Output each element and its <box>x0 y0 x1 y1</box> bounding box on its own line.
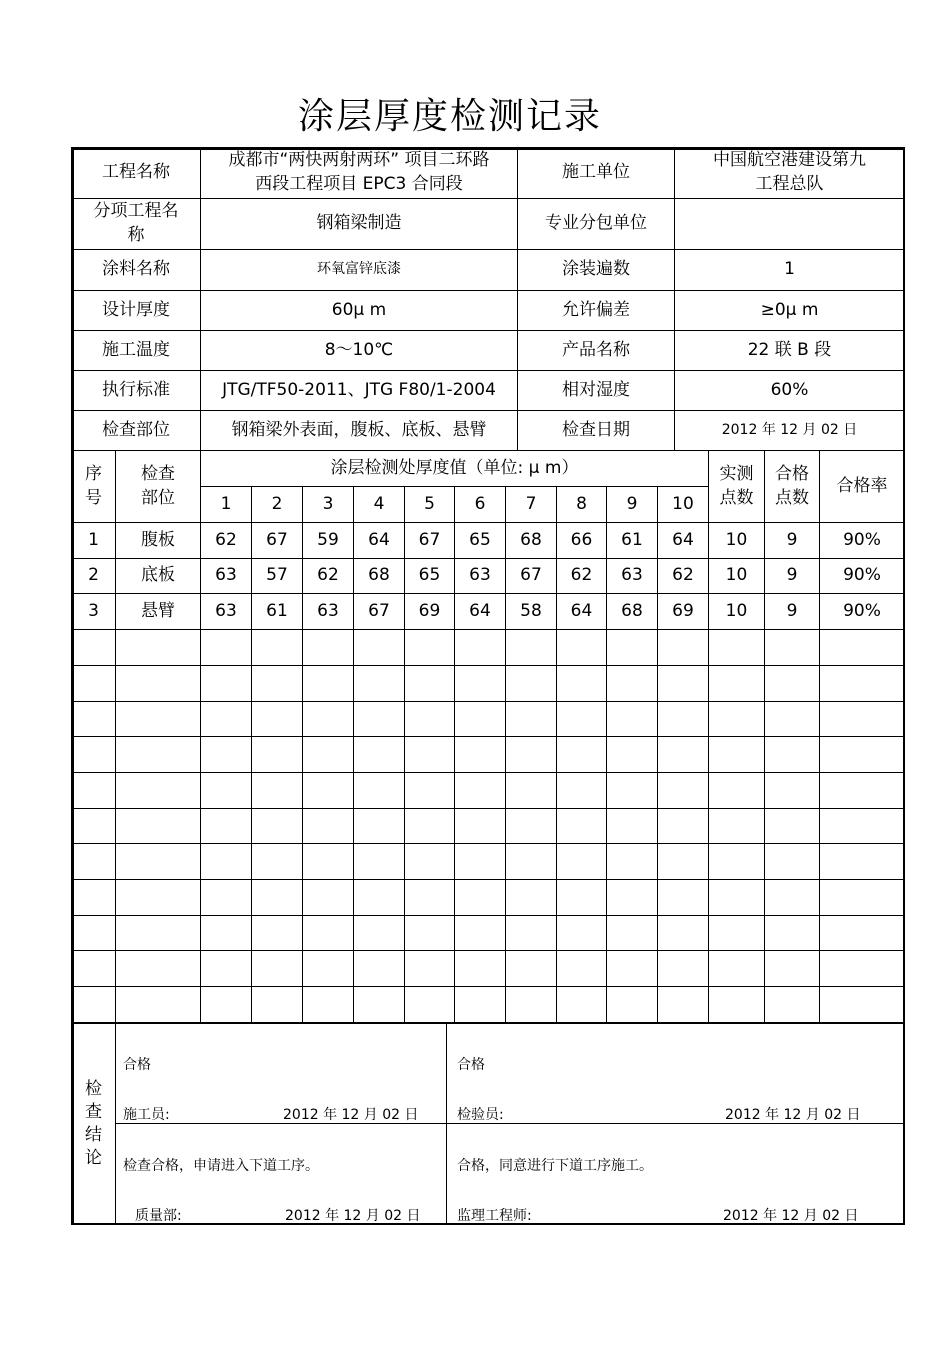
part-header-line-1: 检查 <box>141 463 175 484</box>
row-seq: 2 <box>71 558 116 594</box>
row-pass-rate: 90% <box>819 558 905 594</box>
thickness-value: 61 <box>606 522 658 559</box>
empty-cell <box>302 986 354 1023</box>
humidity-label: 相对湿度 <box>517 370 675 411</box>
empty-cell <box>71 879 116 916</box>
empty-cell <box>505 915 557 951</box>
empty-cell <box>71 986 116 1023</box>
empty-cell <box>353 808 405 844</box>
empty-cell <box>657 701 709 737</box>
measured-points-header-line-1: 实测 <box>719 463 754 484</box>
point-number-header: 6 <box>454 486 506 523</box>
empty-cell <box>819 629 905 666</box>
empty-cell <box>353 772 405 809</box>
empty-cell <box>505 772 557 809</box>
thickness-value: 64 <box>454 593 506 630</box>
point-number-header: 10 <box>657 486 709 523</box>
empty-cell <box>606 736 658 773</box>
measured-points-header <box>708 450 765 523</box>
empty-cell <box>454 665 506 702</box>
empty-cell <box>115 772 201 809</box>
empty-cell <box>708 808 765 844</box>
humidity-value: 60% <box>674 370 905 411</box>
conclusion-label-line-2: 查 <box>85 1102 102 1123</box>
empty-cell <box>819 772 905 809</box>
empty-cell <box>404 843 455 880</box>
coating-name-label: 涂料名称 <box>71 249 201 291</box>
construction-unit-label: 施工单位 <box>517 147 675 199</box>
passed-points-header-line-2: 点数 <box>775 487 809 508</box>
empty-cell <box>404 772 455 809</box>
project-name-value-line-2: 西段工程项目 EPC3 合同段 <box>255 174 463 194</box>
empty-cell <box>708 629 765 666</box>
empty-cell <box>251 665 303 702</box>
point-number-header: 4 <box>353 486 405 523</box>
empty-cell <box>556 950 607 987</box>
empty-cell <box>115 986 201 1023</box>
construction-unit-value-line-2: 工程总队 <box>755 174 824 194</box>
empty-cell <box>302 629 354 666</box>
temperature-label: 施工温度 <box>71 330 201 371</box>
tolerance-label: 允许偏差 <box>517 290 675 331</box>
empty-cell <box>454 986 506 1023</box>
empty-cell <box>302 879 354 916</box>
empty-cell <box>556 843 607 880</box>
empty-cell <box>556 879 607 916</box>
empty-cell <box>657 950 709 987</box>
empty-cell <box>200 986 252 1023</box>
empty-cell <box>404 629 455 666</box>
project-name-label: 工程名称 <box>71 147 201 199</box>
inspection-part-label: 检查部位 <box>71 410 201 451</box>
empty-cell <box>302 701 354 737</box>
passed-points-header <box>764 450 820 523</box>
pass-rate-header: 合格率 <box>819 450 905 523</box>
thickness-value: 67 <box>505 558 557 594</box>
thickness-value: 67 <box>404 522 455 559</box>
empty-cell <box>302 736 354 773</box>
empty-cell <box>251 701 303 737</box>
empty-cell <box>200 950 252 987</box>
empty-cell <box>115 915 201 951</box>
empty-cell <box>708 843 765 880</box>
empty-cell <box>251 772 303 809</box>
empty-cell <box>606 772 658 809</box>
thickness-value: 62 <box>657 558 709 594</box>
empty-cell <box>404 879 455 916</box>
row-pass-rate: 90% <box>819 522 905 559</box>
empty-cell <box>251 736 303 773</box>
point-number-header: 2 <box>251 486 303 523</box>
empty-cell <box>657 629 709 666</box>
passed-points-header-line-1: 合格 <box>775 463 809 484</box>
part-header <box>115 450 201 523</box>
thickness-value: 63 <box>302 593 354 630</box>
empty-cell <box>251 986 303 1023</box>
empty-cell <box>200 879 252 916</box>
row-passed-points: 9 <box>764 558 820 594</box>
empty-cell <box>454 879 506 916</box>
conclusion-label <box>71 1023 116 1225</box>
empty-cell <box>302 665 354 702</box>
empty-cell <box>606 879 658 916</box>
design-thickness-label: 设计厚度 <box>71 290 201 331</box>
project-name-value <box>200 147 518 199</box>
inspector-sign-label: 检验员: <box>457 1107 504 1123</box>
empty-cell <box>819 879 905 916</box>
empty-cell <box>708 772 765 809</box>
empty-cell <box>764 736 820 773</box>
thickness-value: 63 <box>200 593 252 630</box>
thickness-value: 67 <box>353 593 405 630</box>
product-name-label: 产品名称 <box>517 330 675 371</box>
empty-cell <box>657 915 709 951</box>
row-measured-points: 10 <box>708 522 765 559</box>
point-number-header: 5 <box>404 486 455 523</box>
empty-cell <box>819 736 905 773</box>
empty-cell <box>71 808 116 844</box>
empty-cell <box>505 629 557 666</box>
quality-sign-date: 2012 年 12 月 02 日 <box>285 1208 421 1224</box>
empty-cell <box>819 808 905 844</box>
supervisor-result: 合格，同意进行下道工序施工。 <box>457 1158 653 1174</box>
point-number-header: 8 <box>556 486 607 523</box>
empty-cell <box>708 879 765 916</box>
empty-cell <box>606 986 658 1023</box>
empty-cell <box>200 665 252 702</box>
thickness-value: 65 <box>454 522 506 559</box>
inspector-sign-date: 2012 年 12 月 02 日 <box>725 1107 861 1123</box>
empty-cell <box>353 843 405 880</box>
empty-cell <box>708 665 765 702</box>
conclusion-label-line-4: 论 <box>85 1147 102 1168</box>
inspection-date-label: 检查日期 <box>517 410 675 451</box>
empty-cell <box>556 629 607 666</box>
empty-cell <box>200 701 252 737</box>
empty-cell <box>251 808 303 844</box>
thickness-value: 57 <box>251 558 303 594</box>
thickness-value: 68 <box>606 593 658 630</box>
empty-cell <box>200 915 252 951</box>
point-number-header: 1 <box>200 486 252 523</box>
empty-cell <box>200 808 252 844</box>
construction-result: 合格 <box>123 1057 151 1073</box>
empty-cell <box>454 915 506 951</box>
empty-cell <box>454 701 506 737</box>
empty-cell <box>71 843 116 880</box>
empty-cell <box>657 736 709 773</box>
empty-cell <box>556 736 607 773</box>
point-number-header: 7 <box>505 486 557 523</box>
empty-cell <box>556 701 607 737</box>
empty-cell <box>115 629 201 666</box>
empty-cell <box>302 808 354 844</box>
thickness-value: 63 <box>606 558 658 594</box>
empty-cell <box>454 843 506 880</box>
empty-cell <box>302 915 354 951</box>
empty-cell <box>200 629 252 666</box>
empty-cell <box>819 843 905 880</box>
empty-cell <box>819 701 905 737</box>
empty-cell <box>505 879 557 916</box>
empty-cell <box>657 879 709 916</box>
thickness-value: 64 <box>657 522 709 559</box>
empty-cell <box>764 629 820 666</box>
empty-cell <box>556 986 607 1023</box>
sub-project-value: 钢箱梁制造 <box>200 198 518 250</box>
empty-cell <box>505 665 557 702</box>
thickness-value: 67 <box>251 522 303 559</box>
empty-cell <box>764 986 820 1023</box>
empty-cell <box>200 843 252 880</box>
empty-cell <box>353 915 405 951</box>
empty-cell <box>251 843 303 880</box>
thickness-value: 58 <box>505 593 557 630</box>
empty-cell <box>404 736 455 773</box>
empty-cell <box>302 843 354 880</box>
quality-sign-label: 质量部: <box>135 1208 182 1224</box>
empty-cell <box>353 701 405 737</box>
empty-cell <box>708 701 765 737</box>
standard-value: JTG/TF50-2011、JTG F80/1-2004 <box>200 370 518 411</box>
part-header-line-2: 部位 <box>141 487 175 508</box>
empty-cell <box>819 986 905 1023</box>
row-pass-rate: 90% <box>819 593 905 630</box>
construction-sign-date: 2012 年 12 月 02 日 <box>283 1107 419 1123</box>
coats-value: 1 <box>674 249 905 291</box>
row-part: 腹板 <box>115 522 201 559</box>
empty-cell <box>764 772 820 809</box>
empty-cell <box>251 629 303 666</box>
temperature-value: 8～10℃ <box>200 330 518 371</box>
thickness-value: 69 <box>404 593 455 630</box>
empty-cell <box>764 879 820 916</box>
supervisor-sign-label: 监理工程师: <box>457 1208 532 1224</box>
thickness-value: 62 <box>200 522 252 559</box>
empty-cell <box>454 808 506 844</box>
empty-cell <box>115 665 201 702</box>
conclusion-label-line-1: 检 <box>85 1079 102 1100</box>
empty-cell <box>708 915 765 951</box>
empty-cell <box>404 986 455 1023</box>
empty-cell <box>606 629 658 666</box>
sub-project-label-line-2: 称 <box>127 225 145 245</box>
empty-cell <box>764 808 820 844</box>
subcontractor-label: 专业分包单位 <box>517 198 675 250</box>
thickness-value: 64 <box>353 522 405 559</box>
sub-project-label <box>71 198 201 250</box>
empty-cell <box>556 772 607 809</box>
point-number-header: 3 <box>302 486 354 523</box>
empty-cell <box>505 701 557 737</box>
empty-cell <box>606 915 658 951</box>
tolerance-value: ≥0μ m <box>674 290 905 331</box>
thickness-value: 62 <box>556 558 607 594</box>
empty-cell <box>708 986 765 1023</box>
empty-cell <box>251 879 303 916</box>
empty-cell <box>115 808 201 844</box>
empty-cell <box>454 736 506 773</box>
sub-project-label-line-1: 分项工程名 <box>93 201 179 222</box>
empty-cell <box>657 772 709 809</box>
empty-cell <box>302 772 354 809</box>
empty-cell <box>708 736 765 773</box>
empty-cell <box>606 950 658 987</box>
row-part: 悬臂 <box>115 593 201 630</box>
empty-cell <box>71 736 116 773</box>
page-title: 涂层厚度检测记录 <box>297 96 602 137</box>
empty-cell <box>71 772 116 809</box>
supervisor-sign-date: 2012 年 12 月 02 日 <box>723 1208 859 1224</box>
empty-cell <box>606 701 658 737</box>
empty-cell <box>115 843 201 880</box>
empty-cell <box>71 915 116 951</box>
row-part: 底板 <box>115 558 201 594</box>
subcontractor-value <box>674 198 905 250</box>
measured-points-header-line-2: 点数 <box>719 487 754 508</box>
empty-cell <box>71 629 116 666</box>
quality-result: 检查合格，申请进入下道工序。 <box>123 1158 319 1174</box>
thickness-value: 65 <box>404 558 455 594</box>
empty-cell <box>404 915 455 951</box>
coats-label: 涂装遍数 <box>517 249 675 291</box>
thickness-value: 63 <box>200 558 252 594</box>
thickness-value: 68 <box>353 558 405 594</box>
empty-cell <box>353 665 405 702</box>
empty-cell <box>657 843 709 880</box>
empty-cell <box>251 915 303 951</box>
empty-cell <box>505 950 557 987</box>
empty-cell <box>251 950 303 987</box>
inspection-part-value: 钢箱梁外表面，腹板、底板、悬臂 <box>200 410 518 451</box>
row-seq: 3 <box>71 593 116 630</box>
empty-cell <box>353 950 405 987</box>
empty-cell <box>764 843 820 880</box>
point-number-header: 9 <box>606 486 658 523</box>
thickness-values-header: 涂层检测处厚度值（单位: μ m） <box>200 450 709 487</box>
empty-cell <box>764 915 820 951</box>
empty-cell <box>505 986 557 1023</box>
thickness-value: 69 <box>657 593 709 630</box>
empty-cell <box>353 629 405 666</box>
construction-unit-value <box>674 147 905 199</box>
thickness-value: 66 <box>556 522 607 559</box>
empty-cell <box>657 665 709 702</box>
inspection-date-value: 2012 年 12 月 02 日 <box>674 410 905 451</box>
row-measured-points: 10 <box>708 558 765 594</box>
empty-cell <box>454 950 506 987</box>
empty-cell <box>606 808 658 844</box>
thickness-value: 63 <box>454 558 506 594</box>
seq-header: 序号 <box>71 450 116 523</box>
empty-cell <box>556 808 607 844</box>
empty-cell <box>71 950 116 987</box>
empty-cell <box>71 701 116 737</box>
empty-cell <box>764 701 820 737</box>
product-name-value: 22 联 B 段 <box>674 330 905 371</box>
thickness-value: 64 <box>556 593 607 630</box>
empty-cell <box>556 665 607 702</box>
row-passed-points: 9 <box>764 522 820 559</box>
standard-label: 执行标准 <box>71 370 201 411</box>
empty-cell <box>115 950 201 987</box>
row-passed-points: 9 <box>764 593 820 630</box>
empty-cell <box>115 736 201 773</box>
empty-cell <box>708 950 765 987</box>
thickness-value: 68 <box>505 522 557 559</box>
empty-cell <box>505 736 557 773</box>
empty-cell <box>657 986 709 1023</box>
conclusion-label-line-3: 结 <box>85 1125 102 1145</box>
thickness-value: 59 <box>302 522 354 559</box>
empty-cell <box>819 950 905 987</box>
empty-cell <box>606 665 658 702</box>
coating-name-value: 环氧富锌底漆 <box>200 249 518 291</box>
empty-cell <box>404 950 455 987</box>
empty-cell <box>200 772 252 809</box>
empty-cell <box>353 736 405 773</box>
row-seq: 1 <box>71 522 116 559</box>
empty-cell <box>764 950 820 987</box>
row-measured-points: 10 <box>708 593 765 630</box>
empty-cell <box>404 701 455 737</box>
inspector-result: 合格 <box>457 1057 485 1073</box>
empty-cell <box>115 701 201 737</box>
project-name-value-line-1: 成都市“两快两射两环” 项目二环路 <box>228 150 490 171</box>
empty-cell <box>115 879 201 916</box>
empty-cell <box>819 665 905 702</box>
empty-cell <box>404 665 455 702</box>
empty-cell <box>657 808 709 844</box>
empty-cell <box>302 950 354 987</box>
empty-cell <box>71 665 116 702</box>
empty-cell <box>556 915 607 951</box>
construction-unit-value-line-1: 中国航空港建设第九 <box>713 150 866 171</box>
construction-sign-label: 施工员: <box>123 1107 170 1123</box>
empty-cell <box>505 808 557 844</box>
empty-cell <box>505 843 557 880</box>
empty-cell <box>606 843 658 880</box>
empty-cell <box>819 915 905 951</box>
empty-cell <box>454 629 506 666</box>
empty-cell <box>454 772 506 809</box>
empty-cell <box>764 665 820 702</box>
empty-cell <box>353 879 405 916</box>
empty-cell <box>353 986 405 1023</box>
empty-cell <box>404 808 455 844</box>
design-thickness-value: 60μ m <box>200 290 518 331</box>
thickness-value: 61 <box>251 593 303 630</box>
thickness-value: 62 <box>302 558 354 594</box>
empty-cell <box>200 736 252 773</box>
